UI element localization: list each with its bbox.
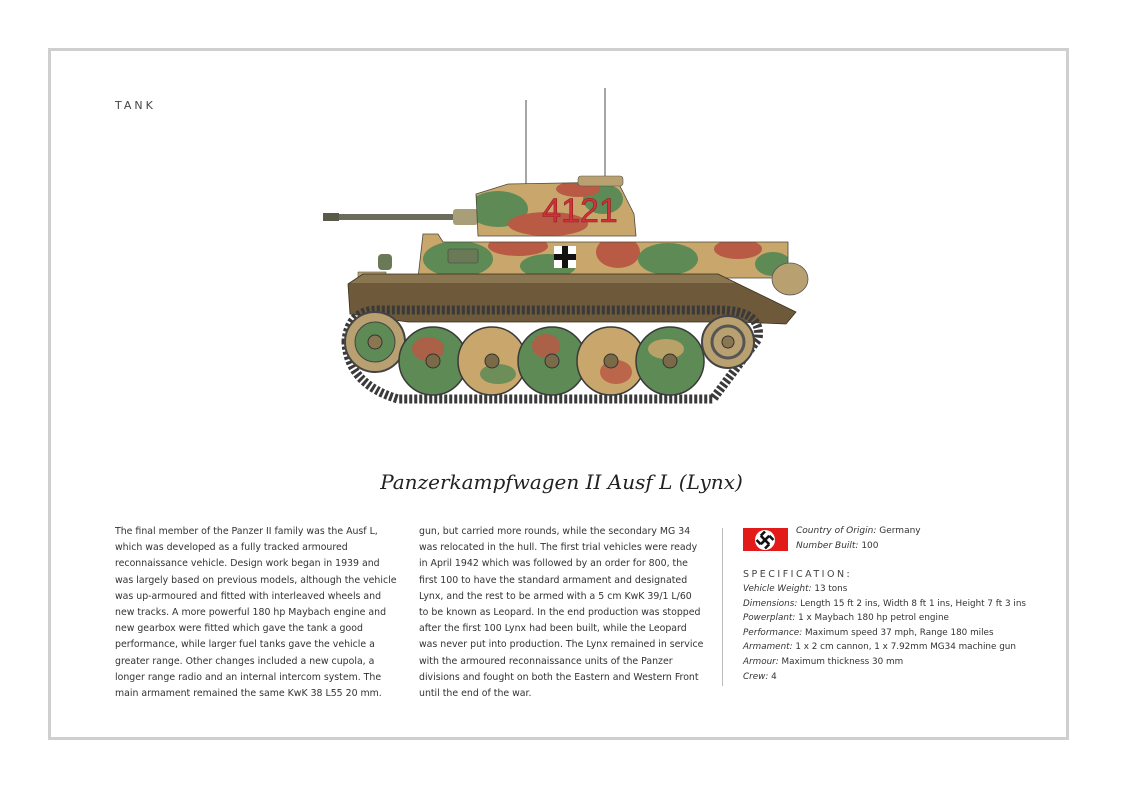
vehicle-title: Panzerkampfwagen II Ausf L (Lynx) (380, 470, 743, 494)
spec-crew: Crew: 4 (743, 671, 777, 682)
description-text-1: The final member of the Panzer II family was the Ausf L, which was developed as a fully tracked armoured reconnaissance vehicle. Design work began in 1939 and was largely based on previous models, although the vehicle was up-armoured and fitted with interleaved wheels and new tracks. A more powerful 180 hp Maybach engine and new gearbox were fitted which gave the tank a good performance, while larger fuel tanks gave the vehicle a greater range. Other changes included a new cupola, a longer range radio and an internal intercom system. The main armament remained the same KwK 38 L55 20 mm. (115, 526, 397, 700)
turret-number: 4121 (542, 192, 618, 230)
spec-armament: Armament: 1 x 2 cm cannon, 1 x 7.92mm MG34 machine gun (743, 642, 1016, 653)
spec-dimensions: Dimensions: Length 15 ft 2 ins, Width 8 ft 1 ins, Height 7 ft 3 ins (743, 598, 1026, 609)
specification-list (743, 582, 1026, 684)
origin-country: Country of Origin: Germany (796, 526, 921, 536)
origin-info (796, 524, 921, 554)
spec-powerplant: Powerplant: 1 x Maybach 180 hp petrol engine (743, 613, 949, 624)
column-divider (722, 528, 723, 686)
description-text-2: gun, but carried more rounds, while the secondary MG 34 was relocated in the hull. The first trial vehicles were ready in April 1942 which was followed by an order for 800, the first 100 to have the standard armament and designated Lynx, and the rest to be armed with a 5 cm KwK 39/1 L/60 to be known as Leopard. In the end production was stopped after the first 100 Lynx had been built, while the Leopard was never put into production. The Lynx remained in service with the armoured reconnaissance units of the Panzer divisions and fought on both the Eastern and Western Front until the end of the war. (419, 526, 704, 700)
flag-icon (743, 528, 788, 551)
description-column-1 (115, 524, 400, 702)
spec-armour: Armour: Maximum thickness 30 mm (743, 656, 904, 667)
description-column-2 (419, 524, 704, 702)
origin-number-built: Number Built: 100 (796, 541, 879, 551)
category-label: TANK (115, 99, 156, 112)
tank-illustration (318, 84, 818, 414)
spec-vehicle-weight: Vehicle Weight: 13 tons (743, 584, 848, 594)
specification-heading: SPECIFICATION: (743, 569, 853, 580)
spec-performance: Performance: Maximum speed 37 mph, Range 180 miles (743, 627, 994, 638)
